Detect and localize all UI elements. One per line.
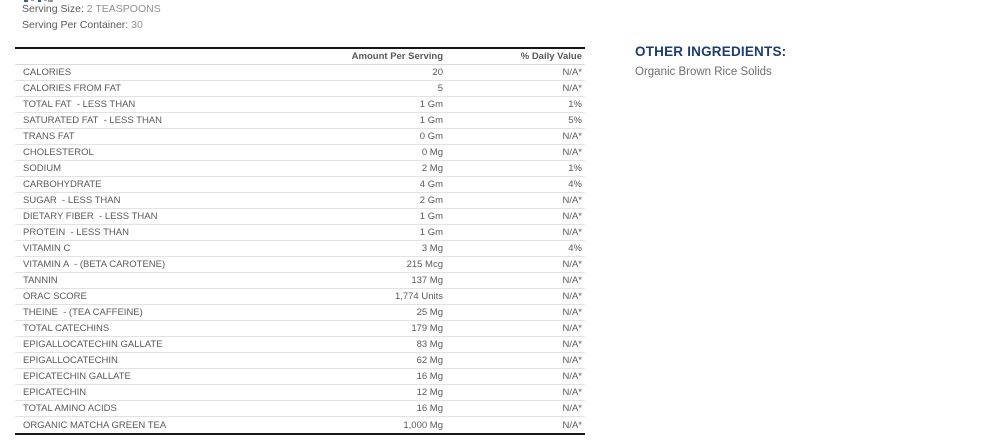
table-row (15, 241, 585, 257)
table-header-row (15, 49, 585, 65)
nutrient-name: SUGAR - LESS THAN (23, 195, 121, 206)
table-row (15, 193, 585, 209)
other-ingredients-section (635, 44, 786, 78)
nutrient-amount: 4 Gm (419, 179, 443, 190)
nutrient-amount: 1 Gm (419, 211, 443, 222)
table-row (15, 209, 585, 225)
nutrient-amount: 62 Mg (416, 355, 443, 366)
nutrient-amount: 25 Mg (416, 307, 443, 318)
table-row (15, 113, 585, 129)
nutrient-name: EPIGALLOCATECHIN GALLATE (23, 339, 163, 350)
table-row (15, 401, 585, 417)
nutrient-daily-value: N/A* (562, 195, 582, 206)
nutrient-daily-value: N/A* (562, 323, 582, 334)
serving-info (22, 2, 161, 33)
serving-per-container-line (22, 18, 161, 34)
nutrient-amount: 1 Gm (419, 99, 443, 110)
nutrient-daily-value: N/A* (562, 387, 582, 398)
nutrient-name: ORAC SCORE (23, 291, 87, 302)
nutrient-daily-value: N/A* (562, 259, 582, 270)
table-row (15, 145, 585, 161)
nutrient-amount: 5 (437, 83, 443, 94)
table-row (15, 129, 585, 145)
nutrient-name: EPICATECHIN (23, 387, 87, 398)
serving-size-value: 2 TEASPOONS (86, 3, 161, 15)
serving-size-label: Serving Size: (22, 3, 84, 15)
nutrient-daily-value: N/A* (562, 83, 582, 94)
nutrient-amount: 16 Mg (416, 403, 443, 414)
nutrient-amount: 3 Mg (421, 243, 443, 254)
nutrient-name: CHOLESTEROL (23, 147, 94, 158)
nutrient-name: PROTEIN - LESS THAN (23, 227, 129, 238)
nutrient-daily-value: N/A* (562, 419, 582, 431)
nutrient-name: ORGANIC MATCHA GREEN TEA (23, 419, 167, 431)
nutrient-daily-value: N/A* (562, 131, 582, 142)
nutrient-daily-value: N/A* (562, 403, 582, 414)
nutrient-daily-value: N/A* (562, 147, 582, 158)
nutrient-amount: 2 Mg (421, 163, 443, 174)
table-row (15, 353, 585, 369)
nutrient-amount: 16 Mg (416, 371, 443, 382)
nutrient-name: TRANS FAT (23, 131, 75, 142)
serving-size-line (22, 2, 161, 18)
nutrient-name: TOTAL CATECHINS (23, 323, 110, 334)
nutrient-name: CARBOHYDRATE (23, 179, 102, 190)
table-row (15, 161, 585, 177)
serving-per-container-label: Serving Per Container: (22, 18, 129, 31)
nutrient-name: CALORIES FROM FAT (23, 83, 122, 94)
table-row (15, 257, 585, 273)
table-row (15, 177, 585, 193)
table-row (15, 305, 585, 321)
table-row (15, 337, 585, 353)
nutrient-daily-value: N/A* (562, 339, 582, 350)
table-row (15, 273, 585, 289)
nutrient-name: THEINE - (TEA CAFFEINE) (23, 307, 143, 318)
nutrient-amount: 0 Gm (419, 131, 443, 142)
nutrient-daily-value: N/A* (562, 211, 582, 222)
nutrient-amount: 2 Gm (419, 195, 443, 206)
amount-column-header: Amount Per Serving (351, 51, 443, 62)
nutrient-daily-value: N/A* (562, 355, 582, 366)
nutrient-amount: 1 Gm (419, 115, 443, 126)
nutrient-amount: 20 (432, 67, 443, 78)
daily-value-column-header: % Daily Value (520, 51, 582, 62)
facts-table-body (15, 65, 585, 433)
nutrient-amount: 215 Mcg (406, 259, 443, 270)
nutrient-amount: 137 Mg (411, 275, 443, 286)
nutrient-amount: 1 Gm (419, 227, 443, 238)
table-row (15, 385, 585, 401)
table-row (15, 65, 585, 81)
nutrient-name: VITAMIN C (23, 243, 71, 254)
table-row (15, 81, 585, 97)
table-row (15, 369, 585, 385)
nutrient-amount: 83 Mg (416, 339, 443, 350)
nutrient-amount: 179 Mg (411, 323, 443, 334)
nutrient-name: SODIUM (23, 163, 61, 174)
table-row (15, 289, 585, 305)
serving-per-container-value: 30 (131, 18, 143, 31)
table-row (15, 225, 585, 241)
nutrient-name: TOTAL FAT - LESS THAN (23, 99, 136, 110)
nutrient-daily-value: N/A* (562, 275, 582, 286)
nutrient-daily-value: N/A* (562, 227, 582, 238)
nutrient-daily-value: 4% (568, 243, 582, 254)
nutrient-amount: 12 Mg (416, 387, 443, 398)
nutrient-amount: 1,774 Units (394, 291, 443, 302)
nutrient-daily-value: N/A* (562, 371, 582, 382)
nutrient-daily-value: N/A* (562, 291, 582, 302)
clipped-heading-mark (44, 0, 47, 1)
nutrient-daily-value: 1% (568, 99, 582, 110)
nutrient-name: TANNIN (23, 275, 58, 286)
nutrient-name: VITAMIN A - (BETA CAROTENE) (23, 259, 166, 270)
nutrient-amount: 0 Mg (421, 147, 443, 158)
nutrient-daily-value: N/A* (562, 307, 582, 318)
nutrient-name: SATURATED FAT - LESS THAN (23, 115, 163, 126)
nutrient-name: CALORIES (23, 67, 72, 78)
nutrient-daily-value: 5% (568, 115, 582, 126)
table-row (15, 321, 585, 337)
nutrient-daily-value: 1% (568, 163, 582, 174)
table-row (15, 417, 585, 433)
clipped-heading-mark (31, 0, 34, 1)
nutrient-daily-value: 4% (568, 179, 582, 190)
nutrient-amount: 1,000 Mg (403, 419, 443, 431)
supplement-facts-table (15, 47, 585, 435)
nutrient-name: EPICATECHIN GALLATE (23, 371, 131, 382)
table-row (15, 97, 585, 113)
other-ingredients-title: OTHER INGREDIENTS: (635, 44, 787, 59)
nutrient-daily-value: N/A* (562, 67, 582, 78)
nutrient-name: TOTAL AMINO ACIDS (23, 403, 117, 414)
nutrient-name: EPIGALLOCATECHIN (23, 355, 118, 366)
other-ingredients-item: Organic Brown Rice Solids (635, 66, 772, 78)
nutrient-name: DIETARY FIBER - LESS THAN (23, 211, 158, 222)
